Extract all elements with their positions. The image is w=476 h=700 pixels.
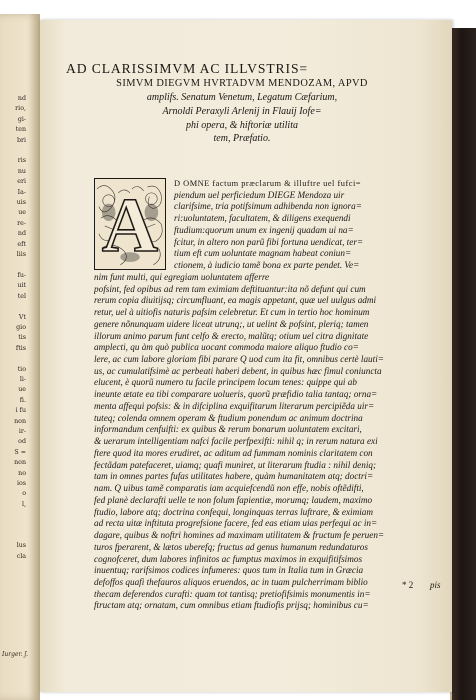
left-text-line: ue bbox=[18, 386, 26, 394]
preface-heading bbox=[62, 60, 422, 146]
text-line: lere, ac cum labore gloriam fibi parare Q uod cum ita fit, omnibus certè lauti= bbox=[94, 354, 384, 365]
text-line: turos fperarent, & lætos uberefq; fructus ad genus humanum redundaturos bbox=[94, 541, 368, 552]
left-text-line: eri bbox=[17, 178, 26, 186]
text-line: menta affequi pofsis: & in difciplina exquifitarum literarum percipiẽda uir= bbox=[94, 400, 375, 411]
left-text-line: uis bbox=[16, 199, 26, 207]
left-text-line bbox=[0, 531, 26, 541]
text-line: genere nõnunquam uidere liceat utrunq;, ut uelint & pofsint, pleriq; tamen bbox=[94, 318, 369, 329]
left-text-line: ftis bbox=[15, 344, 26, 352]
left-text-line: nd bbox=[17, 230, 26, 238]
left-text-line bbox=[0, 521, 26, 531]
left-text-line: re- bbox=[17, 219, 26, 227]
text-line: elucent, è quorũ numero tu facile principem locum tenes: quippe qui ab bbox=[94, 377, 357, 388]
left-text-line: lus bbox=[16, 542, 26, 550]
left-text-line: uit bbox=[17, 282, 26, 290]
left-text-line: li- bbox=[19, 375, 26, 383]
heading-sub-line: Arnoldi Peraxyli Arlenij in Flauij Iofe= bbox=[162, 105, 322, 117]
text-line: nim funt multi, qui egregiam uoluntatem afferre bbox=[94, 271, 270, 282]
left-text-line: tis bbox=[18, 334, 26, 342]
left-page-text bbox=[0, 94, 26, 562]
left-text-line: non bbox=[14, 417, 26, 425]
left-text-line: od bbox=[18, 438, 26, 446]
left-page-footnote: Iurger. ʃ. bbox=[2, 651, 29, 658]
text-line: ftructam atq; ornatam, cum omnibus etiam ftudiofis prijsq; hominibus cu= bbox=[94, 600, 369, 611]
left-text-line: tel bbox=[17, 292, 26, 300]
text-line: ftudium:quorum unum ex ingenij quadam ui na= bbox=[174, 224, 354, 235]
text-line: us, ac cumulatifsimè ac perbeati haberi debent, in quibus hæc fimul coniuncta bbox=[94, 365, 382, 376]
text-line: retur, uel à uitiofis naturis pafsim celebretur. Et cum in tertio hoc hominum bbox=[94, 307, 370, 318]
left-text-line bbox=[0, 510, 26, 520]
catchword: pis bbox=[430, 580, 441, 590]
left-text-line: non bbox=[14, 459, 26, 467]
text-line: D OMNE factum præclarum & illuftre uel fufci= bbox=[174, 179, 361, 188]
text-line: thecam deferendos curafti: quam tot tantisq; pretiofifsimis monumentis in= bbox=[94, 588, 371, 599]
text-line: tam in omnes partes fufas utilitates habere, quàm humanitatem atq; doctri= bbox=[94, 471, 374, 482]
heading-sub-line: phi opera, & hiftoriæ utilita bbox=[186, 119, 298, 131]
signature-mark: * 2 bbox=[402, 580, 414, 590]
text-line: & uerarum intelligentiam nafci facile perfpexifti: nihil q; in rerum natura exi bbox=[94, 436, 378, 447]
text-line: ftere quod ita mores erudiret, ac aditum ad fummam nominis claritatem con bbox=[94, 447, 373, 458]
left-text-line bbox=[0, 302, 26, 312]
left-text-line: fi. bbox=[19, 396, 26, 404]
text-line: ineunte ætate ea tibi comparare uolueris, quorũ præfidio talia tantaq; orna= bbox=[94, 389, 378, 400]
text-line: ad recta uitæ inftituta progrefsione facere, fed eas etiam uias perfequi ac in= bbox=[94, 518, 378, 529]
text-line: rerum copia diuitijsq; circumfluant, ea magis appetant, quæ uel uulgus admi bbox=[94, 295, 377, 306]
left-text-line: bri bbox=[16, 136, 26, 144]
left-text-line: ten bbox=[15, 126, 26, 134]
left-text-line: nu bbox=[17, 167, 26, 175]
text-line: fectãdam patefaceret, uiamq; quafi muniret, ut literarum ftudia : nihil deniq; bbox=[94, 459, 377, 470]
text-line: fed planè declarafti uelle te non folum fapientiæ, morumq; laudem, maximo bbox=[94, 494, 373, 505]
text-line: inuentuq; rarifsimos codices infumeres: quos tum in Italia tum in Græcia bbox=[94, 565, 364, 576]
left-text-line: l, bbox=[21, 500, 26, 508]
left-text-line: liis bbox=[16, 251, 26, 259]
left-text-line: o bbox=[22, 490, 26, 498]
left-text-line: Vt bbox=[18, 313, 26, 321]
book-page bbox=[40, 20, 452, 692]
text-line: ctionem, à iudicio tamẽ bona ex parte pendet. Ve= bbox=[174, 260, 360, 271]
text-line: dagare, quibus & noftri homines ad maximam utilitatem & fructum fe peruen= bbox=[94, 530, 385, 541]
left-text-line: ris bbox=[17, 157, 26, 165]
left-text-line: ue bbox=[18, 209, 26, 217]
text-line: ri:uoluntatem, facultatem, & diligens exequendi bbox=[174, 213, 351, 224]
left-text-line: tio bbox=[17, 365, 26, 373]
heading-sub-line: tem, Præfatio. bbox=[213, 133, 271, 145]
text-line: tium eft cum uoluntate magnam habeat coniun= bbox=[174, 248, 352, 259]
left-text-line: S = bbox=[14, 448, 26, 456]
left-text-line: Ia- bbox=[17, 188, 26, 196]
text-line: tuteq; colenda omnem operam & ftudium ponendum ac animum doctrina bbox=[94, 412, 363, 423]
text-line: informandum cenfuifti: ex quibus & rerum bonarum uoluntatem excitari, bbox=[94, 424, 362, 435]
left-text-line: cla bbox=[16, 552, 26, 560]
text-line: ftudio, labore atq; doctrina confequi, longinquas terras luftrare, & eximiam bbox=[94, 506, 374, 517]
text-line: clarifsime, tria potifsimum adhibenda non ignora= bbox=[174, 201, 362, 212]
book-spine bbox=[452, 28, 476, 700]
left-text-line: nd bbox=[17, 95, 26, 102]
text-line: defoffos quafi thefauros aliquos eruendos, ac in tuam pulcherrimam biblio bbox=[94, 576, 368, 587]
left-text-line bbox=[0, 146, 26, 156]
left-text-line: ir- bbox=[18, 428, 26, 435]
text-line: illorum animo parum funt celfo & erecto, malũtq; otium uel citra dignitate bbox=[94, 330, 369, 341]
heading-line-2: SIMVM DIEGVM HVRTADVM MENDOZAM, APVD bbox=[116, 78, 368, 89]
heading-line-1: AD CLARISSIMVM AC ILLVSTRIS= bbox=[66, 61, 308, 76]
left-text-line bbox=[0, 354, 26, 364]
preface-body bbox=[94, 178, 424, 612]
left-facing-page bbox=[0, 14, 40, 700]
left-text-line bbox=[0, 261, 26, 271]
left-text-line: rio, bbox=[15, 105, 26, 113]
text-line: fcitur, in altero non parũ fibi fortuna uendicat, ter= bbox=[174, 236, 364, 247]
text-line: piendum uel perficiedum DIEGE Mendoza uir bbox=[174, 189, 345, 200]
left-text-line: i fu bbox=[15, 407, 26, 415]
left-text-line: fu- bbox=[17, 271, 26, 279]
heading-sub-line: amplifs. Senatum Venetum, Legatum Cæfarium, bbox=[146, 92, 338, 103]
left-text-line: eft bbox=[17, 240, 26, 248]
left-text-line: gio bbox=[16, 323, 26, 331]
initial-letter: A bbox=[101, 182, 159, 269]
text-line: nam. Q uibus tamẽ comparatis iam acquiefcendũ non effe, nobis oftẽdifti, bbox=[94, 483, 364, 494]
text-line: pofsint, fed opibus ad rem tam eximiam deftituantur:ita nõ defunt qui cum bbox=[94, 283, 366, 294]
text-line: amplecti, qu àm quò publica uocant commoda maiore aliquo ftudio co= bbox=[94, 342, 359, 353]
left-text-line: no bbox=[18, 469, 26, 477]
text-line: cognofceret, dum labores infinitos ac fumptus maximos in exquifitifsimos bbox=[94, 553, 363, 564]
left-text-line: ios bbox=[16, 480, 26, 488]
left-text-line: gi- bbox=[17, 115, 26, 123]
